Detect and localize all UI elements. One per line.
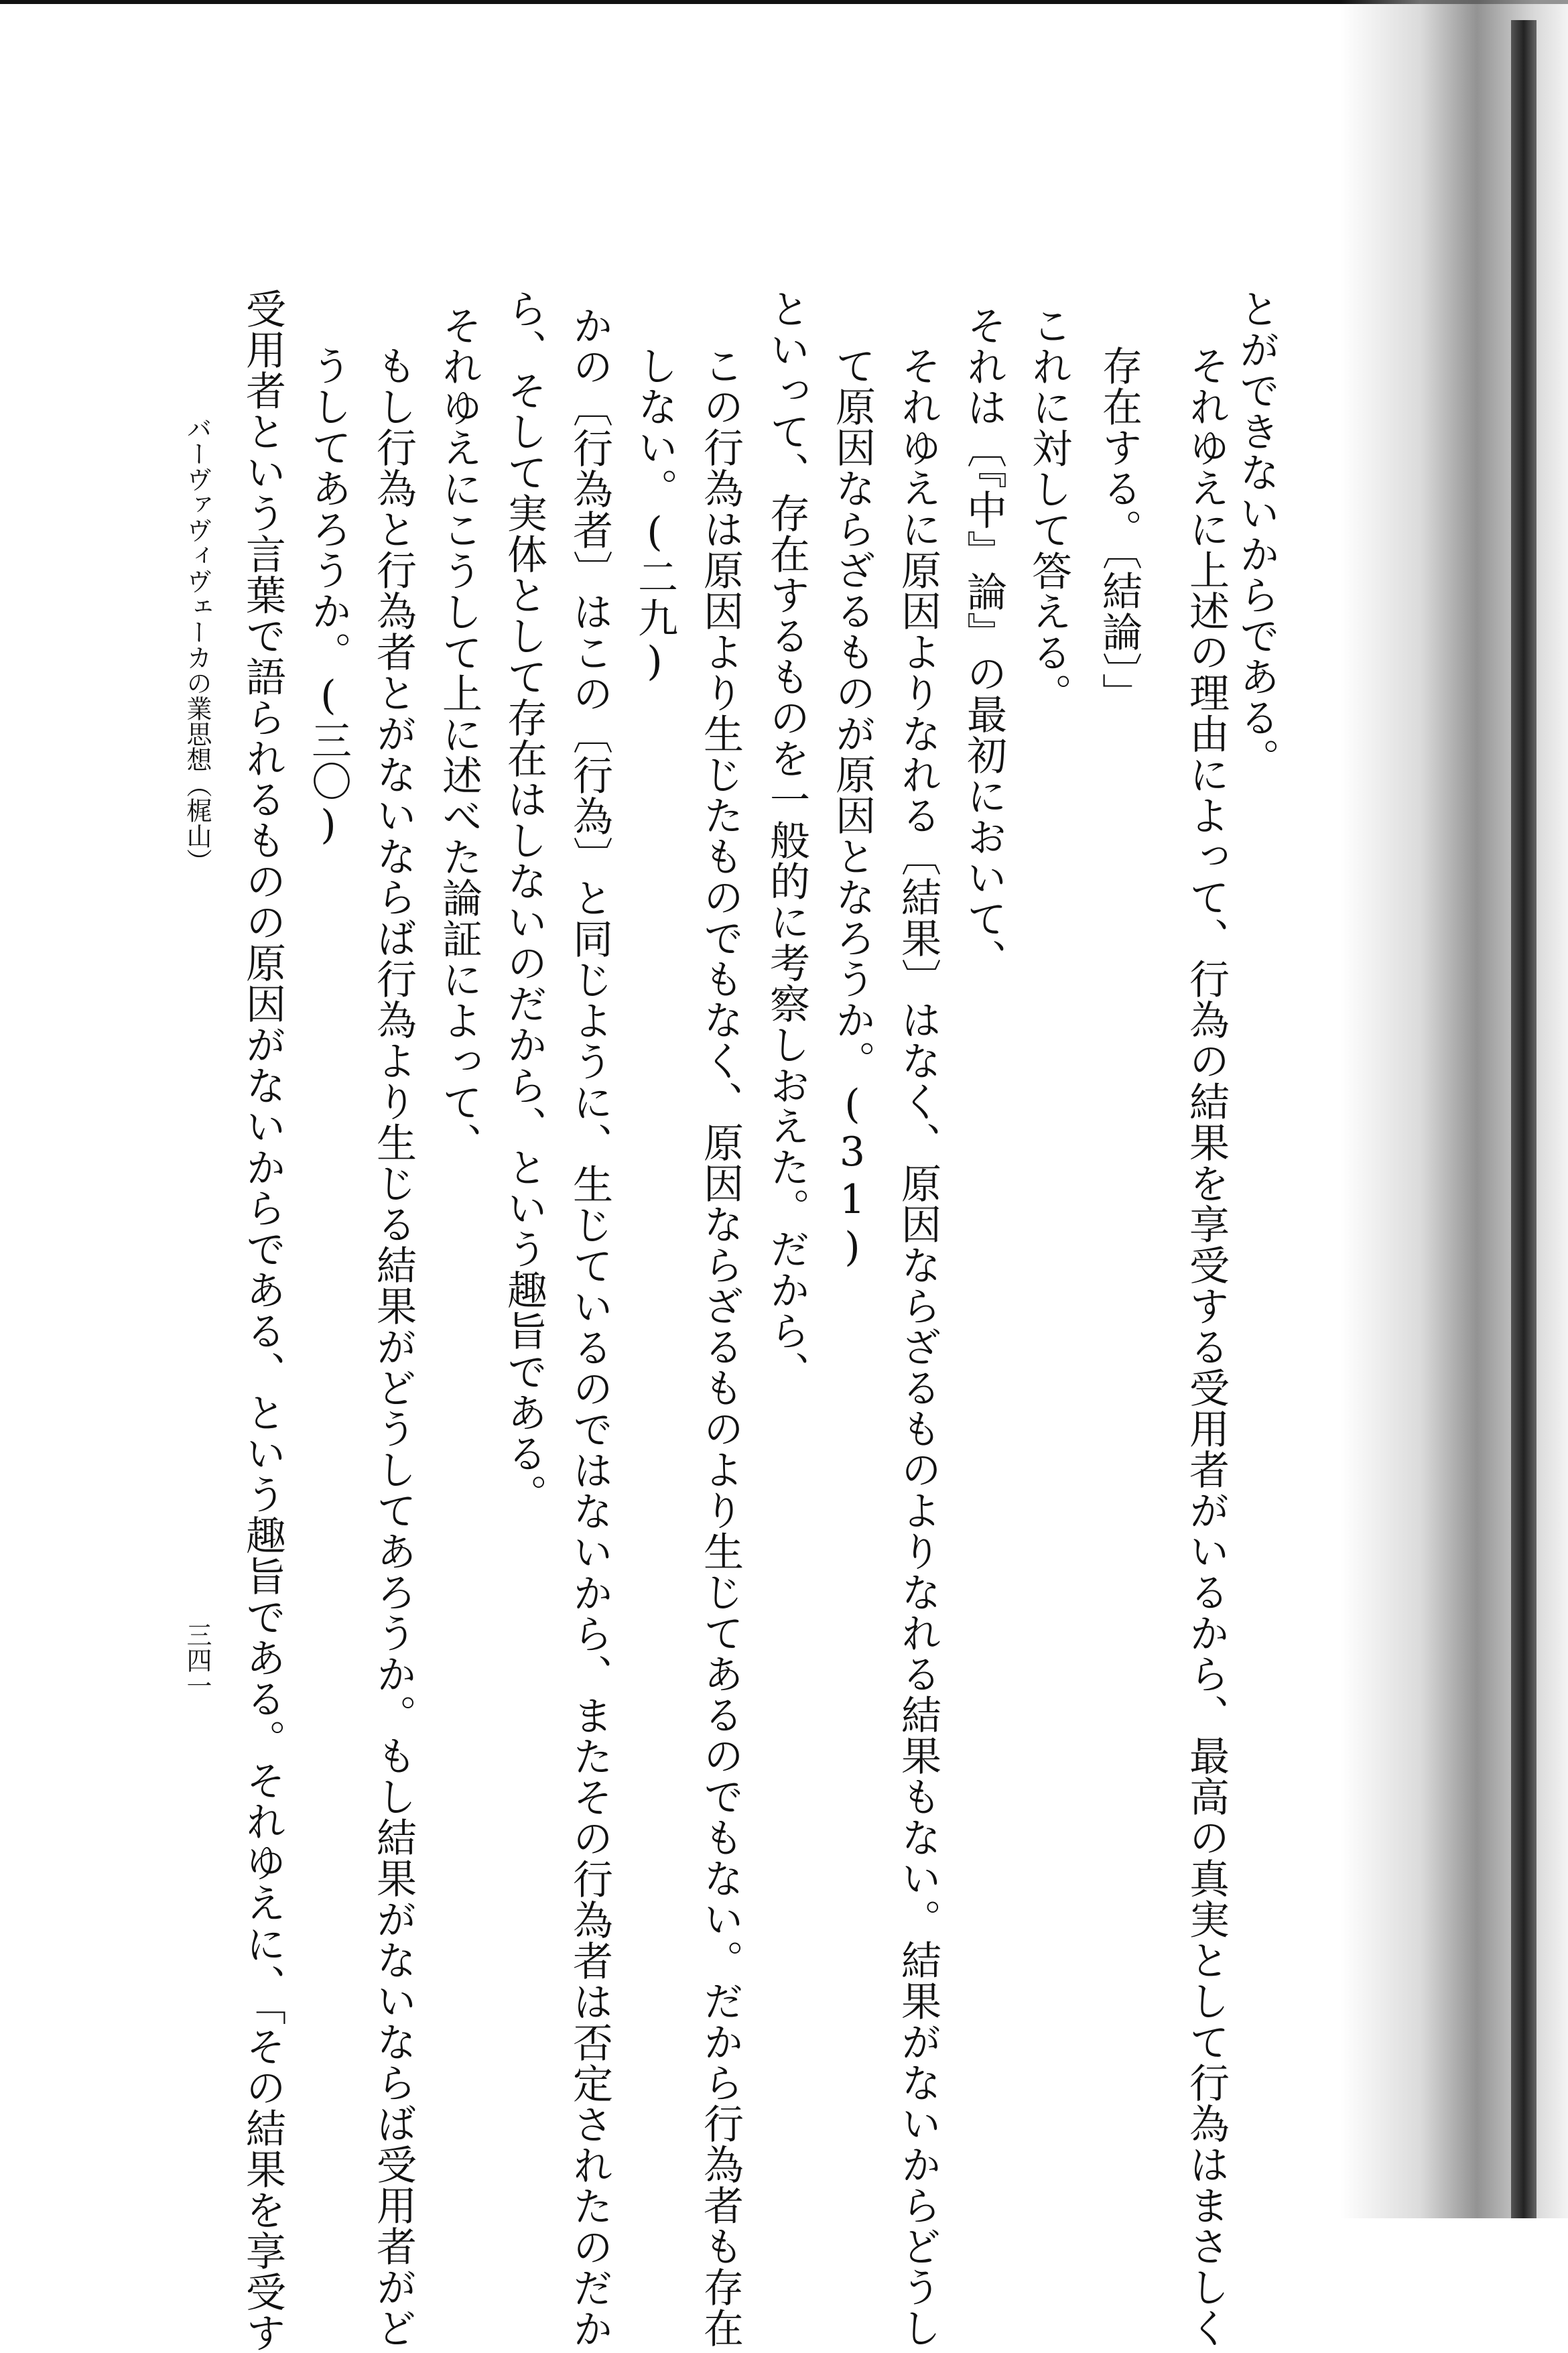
text-line: とができないからである。 [1233, 288, 1280, 779]
text-line: といって、存在するものを一般的に考察しおえた。だから、 [763, 288, 810, 1392]
text-line: それは〔『中』論』の最初において、 [960, 305, 1007, 980]
text-line: しない。(二九) [631, 345, 678, 686]
text-line: それゆえにこうして上に述べた論証によって、 [436, 305, 482, 1163]
text-line: かの〔行為者〕はこの〔行為〕と同じように、生じているのではないから、またその行為者は否定されたのだか [566, 305, 613, 2349]
running-footer-title: バーヴァヴィヴェーカの業思想（梶山） [182, 416, 212, 874]
text-line: それゆえに上述の理由によって、行為の結果を享受する受用者がいるから、最高の真実として行為はまさしく [1183, 345, 1230, 2348]
text-line: て原因ならざるものが原因となろうか。(31) [829, 345, 876, 1271]
text-line: ら、そして実体として存在はしないのだから、という趣旨である。 [501, 288, 547, 1515]
book-spine [1511, 20, 1537, 2218]
text-line: もし行為と行為者とがないならば行為より生じる結果がどうしてあろうか。もし結果がないならば受用者がど [370, 345, 417, 2348]
top-border [0, 0, 1568, 4]
text-line: 存在する。〔結論〕」 [1096, 345, 1142, 714]
text-line: 受用者という言葉で語られるものの原因がないからである、という趣旨である。それゆえに、「その結果を享受す [239, 288, 286, 2353]
page-number: 三四一 [182, 1622, 212, 1698]
text-line: これに対して答える。 [1025, 305, 1072, 714]
text-line: うしてあろうか。(三〇) [305, 345, 352, 849]
text-line: それゆえに原因よりなれる〔結果〕はなく、原因ならざるものよりなれる結果もない。結果がないからどうし [895, 345, 941, 2348]
text-line: この行為は原因より生じたものでもなく、原因ならざるものより生じてあるのでもない。だから行為者も存在 [697, 345, 744, 2348]
